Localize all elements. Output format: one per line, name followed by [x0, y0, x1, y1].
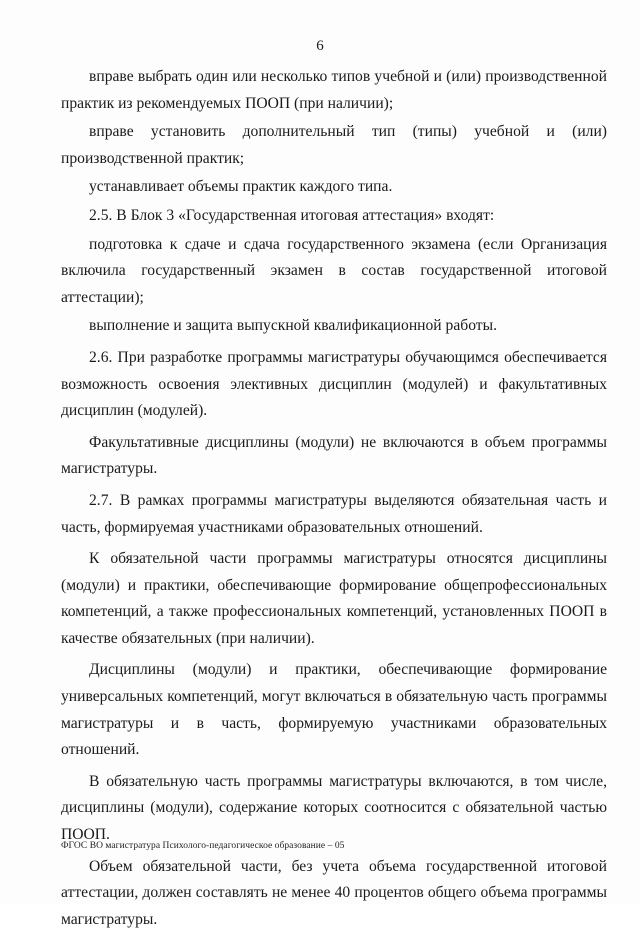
paragraph-11: Дисциплины (модули) и практики, обеспечивающие формирование универсальных компетенций, могут включаться в обязательную часть программы магистратуры и в часть, формируемую участниками образовательных отношений. — [61, 661, 607, 759]
paragraph-13: Объем обязательной части, без учета объема государственной итоговой аттестации, должен составлять не менее 40 процентов общего объема программы магистратуры. — [61, 857, 607, 928]
paragraph-8: Факультативные дисциплины (модули) не включаются в объем программы магистратуры. — [61, 433, 607, 478]
paragraph-4: 2.5. В Блок 3 «Государственная итоговая аттестация» входят: — [89, 206, 495, 224]
paragraph-12: В обязательную часть программы магистратуры включаются, в том числе, дисциплины (модули), содержание которых соотносится с обязательной частью ПООП. — [61, 772, 607, 844]
paragraph-6: выполнение и защита выпускной квалификационной работы. — [89, 317, 497, 335]
paragraph-7: 2.6. При разработке программы магистратуры обучающимся обеспечивается возможность освоения элективных дисциплин (модулей) и факультативных дисциплин (модулей). — [61, 348, 607, 420]
paragraph-3: устанавливает объемы практик каждого типа. — [89, 178, 393, 196]
page-number: 6 — [316, 38, 324, 54]
document-footer: ФГОС ВО магистратура Психолого-педагогическое образование – 05 — [61, 841, 345, 851]
paragraph-10: К обязательной части программы магистратуры относятся дисциплины (модули) и практики, обеспечивающие формирование общепрофессиональных компетенций, а также профессиональных компетенций, установленных ПООП в качестве обязательных (при наличии). — [61, 550, 607, 647]
paragraph-2: вправе установить дополнительный тип (типы) учебной и (или) производственной практик; — [61, 123, 607, 167]
paragraph-5: подготовка к сдаче и сдача государственного экзамена (если Организация включила государственный экзамен в состав государственной итоговой аттестации); — [61, 235, 607, 306]
document-body — [61, 64, 607, 933]
paragraph-9: 2.7. В рамках программы магистратуры выделяются обязательная часть и часть, формируемая участниками образовательных отношений. — [61, 491, 607, 536]
paragraph-1: вправе выбрать один или несколько типов учебной и (или) производственной практик из рекомендуемых ПООП (при наличии); — [61, 68, 607, 112]
